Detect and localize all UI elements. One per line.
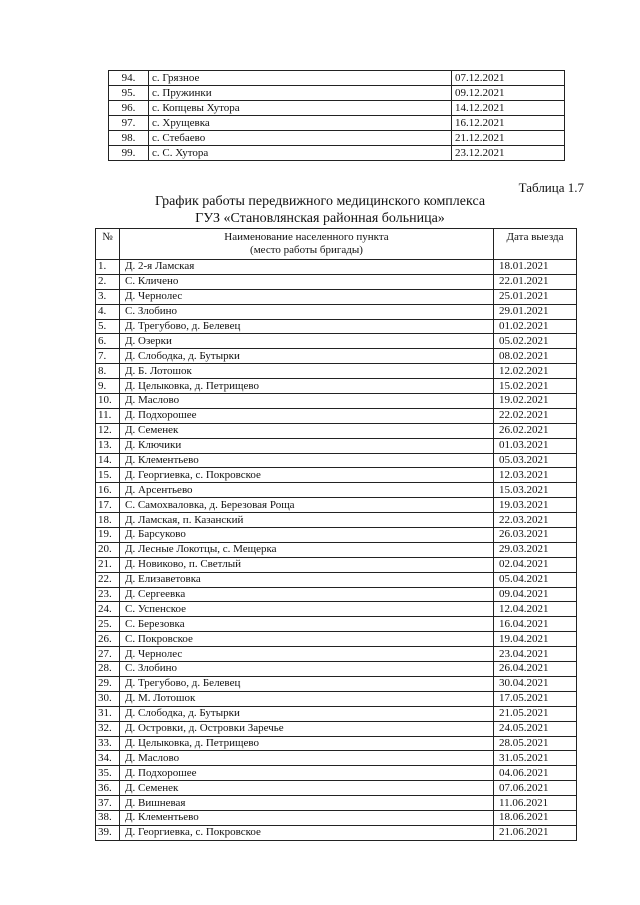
row-number: 1. [96, 260, 120, 275]
table-row [96, 647, 577, 662]
row-place: С. Березовка [120, 617, 494, 632]
row-number: 97. [109, 116, 149, 131]
row-place: Д. 2-я Ламская [120, 260, 494, 275]
row-date: 19.03.2021 [494, 498, 577, 513]
previous-schedule-body [109, 71, 565, 161]
table-row [96, 334, 577, 349]
row-date: 02.04.2021 [494, 557, 577, 572]
row-number: 99. [109, 146, 149, 161]
row-date: 12.03.2021 [494, 468, 577, 483]
row-number: 13. [96, 438, 120, 453]
row-number: 39. [96, 825, 120, 840]
row-number: 22. [96, 572, 120, 587]
table-row [96, 557, 577, 572]
table-row [96, 394, 577, 409]
row-date: 15.02.2021 [494, 379, 577, 394]
table-caption: Таблица 1.7 [518, 180, 584, 195]
row-place: С. Кличено [120, 274, 494, 289]
row-place: С. Злобино [120, 662, 494, 677]
table-row [96, 662, 577, 677]
table-row [96, 602, 577, 617]
row-number: 8. [96, 364, 120, 379]
table-row [109, 116, 565, 131]
row-place: с. Пружинки [149, 86, 452, 101]
table-row [109, 86, 565, 101]
table-row [96, 483, 577, 498]
row-place: Д. Слободка, д. Бутырки [120, 706, 494, 721]
row-number: 30. [96, 691, 120, 706]
row-number: 26. [96, 632, 120, 647]
row-place: Д. Чернолес [120, 289, 494, 304]
row-place: Д. Озерки [120, 334, 494, 349]
row-place: Д. Клементьево [120, 453, 494, 468]
row-date: 04.06.2021 [494, 766, 577, 781]
table-row [96, 274, 577, 289]
row-number: 17. [96, 498, 120, 513]
row-place: Д. Ламская, п. Казанский [120, 513, 494, 528]
row-place: Д. М. Лотошок [120, 691, 494, 706]
row-place: Д. Трегубово, д. Белевец [120, 319, 494, 334]
schedule-header-row [96, 229, 577, 260]
row-place: Д. Клементьево [120, 810, 494, 825]
row-place: Д. Подхорошее [120, 766, 494, 781]
row-place: Д. Сергеевка [120, 587, 494, 602]
row-place: С. Самохваловка, д. Березовая Роща [120, 498, 494, 513]
row-number: 20. [96, 542, 120, 557]
row-number: 29. [96, 676, 120, 691]
row-place: Д. Ключики [120, 438, 494, 453]
row-date: 22.01.2021 [494, 274, 577, 289]
row-date: 19.04.2021 [494, 632, 577, 647]
row-date: 14.12.2021 [452, 101, 565, 116]
row-place: с. Копцевы Хутора [149, 101, 452, 116]
row-place: с. Хрущевка [149, 116, 452, 131]
row-date: 24.05.2021 [494, 721, 577, 736]
row-number: 15. [96, 468, 120, 483]
row-place: С. Успенское [120, 602, 494, 617]
row-number: 3. [96, 289, 120, 304]
row-number: 19. [96, 528, 120, 543]
row-date: 26.02.2021 [494, 423, 577, 438]
row-place: Д. Барсуково [120, 528, 494, 543]
table-row [96, 781, 577, 796]
row-number: 95. [109, 86, 149, 101]
table-row [96, 691, 577, 706]
schedule-body [96, 260, 577, 841]
row-date: 28.05.2021 [494, 736, 577, 751]
row-place: Д. Лесные Локотцы, с. Мещерка [120, 542, 494, 557]
row-date: 12.04.2021 [494, 602, 577, 617]
row-number: 24. [96, 602, 120, 617]
row-number: 32. [96, 721, 120, 736]
table-row [96, 379, 577, 394]
row-date: 21.06.2021 [494, 825, 577, 840]
row-date: 26.03.2021 [494, 528, 577, 543]
row-date: 07.12.2021 [452, 71, 565, 86]
row-date: 01.02.2021 [494, 319, 577, 334]
row-date: 15.03.2021 [494, 483, 577, 498]
header-number: № [96, 229, 120, 260]
row-date: 05.02.2021 [494, 334, 577, 349]
row-place: Д. Георгиевка, с. Покровское [120, 825, 494, 840]
row-number: 35. [96, 766, 120, 781]
schedule-table [95, 228, 577, 841]
table-row [96, 632, 577, 647]
table-row [96, 498, 577, 513]
header-place-line2: (место работы бригады) [250, 244, 363, 256]
row-date: 08.02.2021 [494, 349, 577, 364]
table-row [96, 289, 577, 304]
row-place: Д. Слободка, д. Бутырки [120, 349, 494, 364]
table-row [96, 796, 577, 811]
row-place: Д. Арсентьево [120, 483, 494, 498]
table-row [96, 751, 577, 766]
table-row [96, 542, 577, 557]
header-date: Дата выезда [494, 229, 577, 260]
row-place: Д. Трегубово, д. Белевец [120, 676, 494, 691]
row-place: С. Злобино [120, 304, 494, 319]
table-row [96, 706, 577, 721]
row-place: Д. Б. Лотошок [120, 364, 494, 379]
row-place: Д. Семенек [120, 781, 494, 796]
row-date: 29.03.2021 [494, 542, 577, 557]
row-date: 26.04.2021 [494, 662, 577, 677]
row-number: 11. [96, 408, 120, 423]
row-date: 31.05.2021 [494, 751, 577, 766]
row-date: 23.12.2021 [452, 146, 565, 161]
table-row [96, 766, 577, 781]
row-place: Д. Новиково, п. Светлый [120, 557, 494, 572]
row-place: Д. Елизаветовка [120, 572, 494, 587]
row-number: 4. [96, 304, 120, 319]
row-date: 12.02.2021 [494, 364, 577, 379]
row-number: 16. [96, 483, 120, 498]
row-number: 9. [96, 379, 120, 394]
row-place: с. С. Хутора [149, 146, 452, 161]
row-number: 5. [96, 319, 120, 334]
row-number: 10. [96, 394, 120, 409]
row-number: 34. [96, 751, 120, 766]
row-date: 11.06.2021 [494, 796, 577, 811]
row-number: 21. [96, 557, 120, 572]
table-row [96, 260, 577, 275]
schedule-title: График работы передвижного медицинского комплекса [154, 194, 486, 209]
row-number: 23. [96, 587, 120, 602]
row-date: 07.06.2021 [494, 781, 577, 796]
header-place [120, 229, 494, 260]
row-place: Д. Целыковка, д. Петрищево [120, 736, 494, 751]
row-date: 19.02.2021 [494, 394, 577, 409]
row-date: 16.12.2021 [452, 116, 565, 131]
row-number: 27. [96, 647, 120, 662]
table-row [96, 468, 577, 483]
previous-schedule-table [108, 70, 565, 161]
table-row [96, 438, 577, 453]
row-place: Д. Маслово [120, 751, 494, 766]
row-date: 18.01.2021 [494, 260, 577, 275]
row-number: 25. [96, 617, 120, 632]
row-date: 05.03.2021 [494, 453, 577, 468]
row-number: 96. [109, 101, 149, 116]
row-place: с. Грязное [149, 71, 452, 86]
table-row [96, 736, 577, 751]
table-row [96, 423, 577, 438]
table-row [96, 349, 577, 364]
hospital-name: ГУЗ «Становлянская районная больница» [195, 211, 445, 226]
row-number: 36. [96, 781, 120, 796]
table-row [96, 810, 577, 825]
row-date: 21.05.2021 [494, 706, 577, 721]
row-date: 23.04.2021 [494, 647, 577, 662]
row-date: 01.03.2021 [494, 438, 577, 453]
row-number: 6. [96, 334, 120, 349]
row-date: 22.02.2021 [494, 408, 577, 423]
row-date: 22.03.2021 [494, 513, 577, 528]
table-row [96, 513, 577, 528]
row-date: 16.04.2021 [494, 617, 577, 632]
table-row [96, 319, 577, 334]
row-number: 14. [96, 453, 120, 468]
row-place: Д. Маслово [120, 394, 494, 409]
table-row [96, 587, 577, 602]
table-row [96, 676, 577, 691]
table-row [96, 364, 577, 379]
row-number: 33. [96, 736, 120, 751]
header-place-line1: Наименование населенного пункта [224, 231, 389, 243]
row-place: Д. Подхорошее [120, 408, 494, 423]
row-number: 28. [96, 662, 120, 677]
table-row [96, 825, 577, 840]
row-number: 31. [96, 706, 120, 721]
row-date: 05.04.2021 [494, 572, 577, 587]
row-date: 17.05.2021 [494, 691, 577, 706]
table-row [109, 146, 565, 161]
table-row [109, 131, 565, 146]
row-place: С. Покровское [120, 632, 494, 647]
row-number: 18. [96, 513, 120, 528]
row-place: Д. Островки, д. Островки Заречье [120, 721, 494, 736]
row-number: 98. [109, 131, 149, 146]
row-place: Д. Семенек [120, 423, 494, 438]
row-date: 21.12.2021 [452, 131, 565, 146]
table-row [96, 617, 577, 632]
row-date: 09.04.2021 [494, 587, 577, 602]
row-number: 37. [96, 796, 120, 811]
row-place: Д. Вишневая [120, 796, 494, 811]
row-place: Д. Целыковка, д. Петрищево [120, 379, 494, 394]
table-row [109, 101, 565, 116]
row-date: 29.01.2021 [494, 304, 577, 319]
table-row [96, 453, 577, 468]
table-row [96, 528, 577, 543]
row-date: 25.01.2021 [494, 289, 577, 304]
row-number: 12. [96, 423, 120, 438]
row-date: 18.06.2021 [494, 810, 577, 825]
row-number: 94. [109, 71, 149, 86]
row-place: с. Стебаево [149, 131, 452, 146]
row-place: Д. Чернолес [120, 647, 494, 662]
table-row [96, 721, 577, 736]
row-place: Д. Георгиевка, с. Покровское [120, 468, 494, 483]
row-date: 09.12.2021 [452, 86, 565, 101]
table-row [109, 71, 565, 86]
row-number: 2. [96, 274, 120, 289]
row-number: 38. [96, 810, 120, 825]
row-number: 7. [96, 349, 120, 364]
row-date: 30.04.2021 [494, 676, 577, 691]
table-row [96, 304, 577, 319]
table-row [96, 408, 577, 423]
table-row [96, 572, 577, 587]
